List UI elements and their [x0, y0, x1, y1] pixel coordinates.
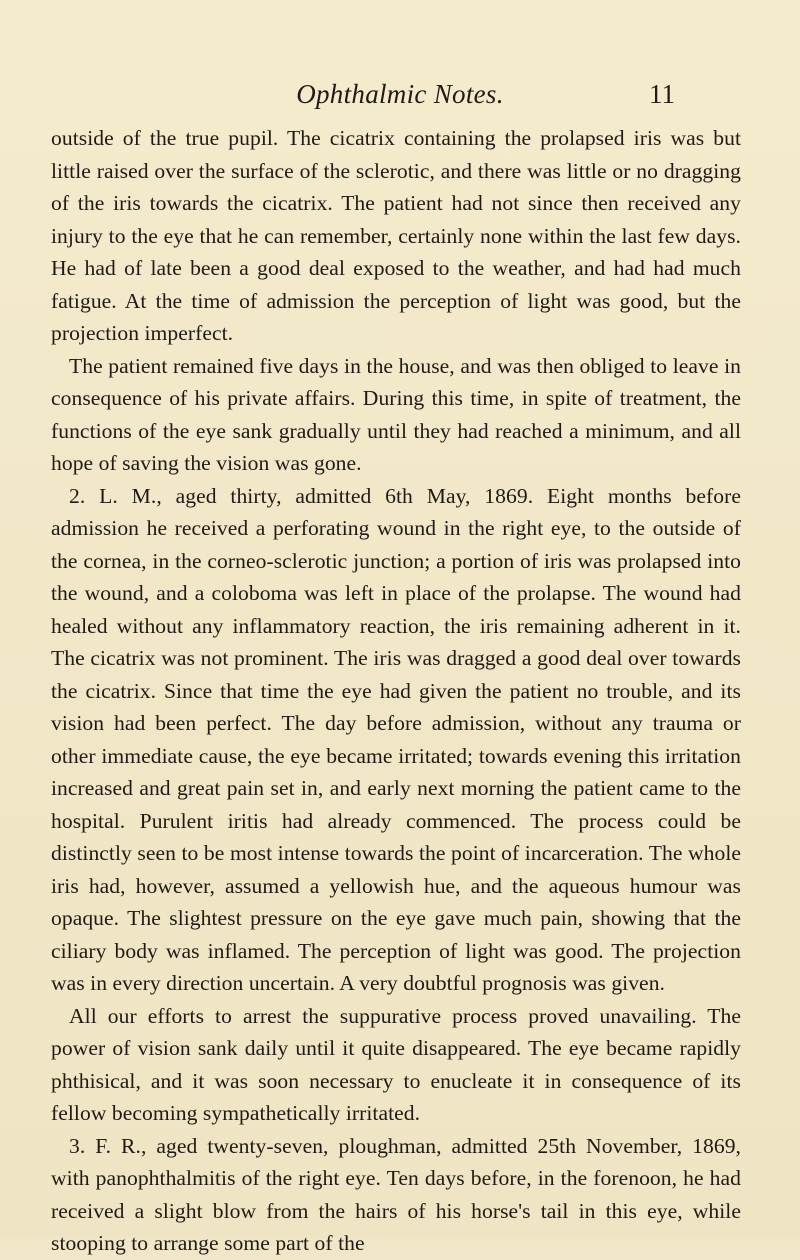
page-number: 11	[649, 79, 675, 109]
paragraph-case-3: 3. F. R., aged twenty-seven, ploughman, admitted 25th November, 1869, with panophthalmitis of the right eye. Ten days before, in the forenoon, he had received a slight blow from the hairs of his horse's tail in this eye, while stooping to arrange some part of the	[51, 1133, 741, 1255]
running-title: Ophthalmic Notes.	[296, 79, 504, 109]
paragraph: The patient remained five days in the house, and was then obliged to leave in consequence of his private affairs. During this time, in spite of treatment, the functions of the eye sank gradually until they had reached a minimum, and all hope of saving the vision was gone.	[51, 353, 741, 475]
paragraph-continuation: outside of the true pupil. The cicatrix containing the prolapsed iris was but little raised over the surface of the sclerotic, and there was little or no dragging of the iris towards the cicatrix. The patient had not since then received any injury to the eye that he can remember, certainly none within the last few days. He had of late been a good deal exposed to the weather, and had had much fatigue. At the time of admission the perception of light was good, but the projection imperfect.	[51, 126, 741, 345]
paragraph: All our efforts to arrest the suppurative process proved unavailing. The power of vision sank daily until it quite disappeared. The eye became rapidly phthisical, and it was soon necessary to enucleate it in consequence of its fellow becoming sympathetically irritated.	[51, 1003, 741, 1125]
page-header	[0, 74, 800, 114]
paragraph-case-2: 2. L. M., aged thirty, admitted 6th May, 1869. Eight months before admission he received a perforating wound in the right eye, to the outside of the cornea, in the corneo-sclerotic junction; a portion of iris was prolapsed into the wound, and a coloboma was left in place of the prolapse. The wound had healed without any inflammatory reaction, the iris remaining adherent in it. The cicatrix was not prominent. The iris was dragged a good deal over towards the cicatrix. Since that time the eye had given the patient no trouble, and its vision had been perfect. The day before admission, without any trauma or other immediate cause, the eye became irritated; towards evening this irritation increased and great pain set in, and early next morning the patient came to the hospital. Purulent iritis had already commenced. The process could be distinctly seen to be most intense towards the point of incarceration. The whole iris had, however, assumed a yellowish hue, and the aqueous humour was opaque. The slightest pressure on the eye gave much pain, showing that the ciliary body was inflamed. The perception of light was good. The projection was in every direction uncertain. A very doubtful prognosis was given.	[51, 483, 741, 995]
body-text	[51, 122, 741, 1260]
